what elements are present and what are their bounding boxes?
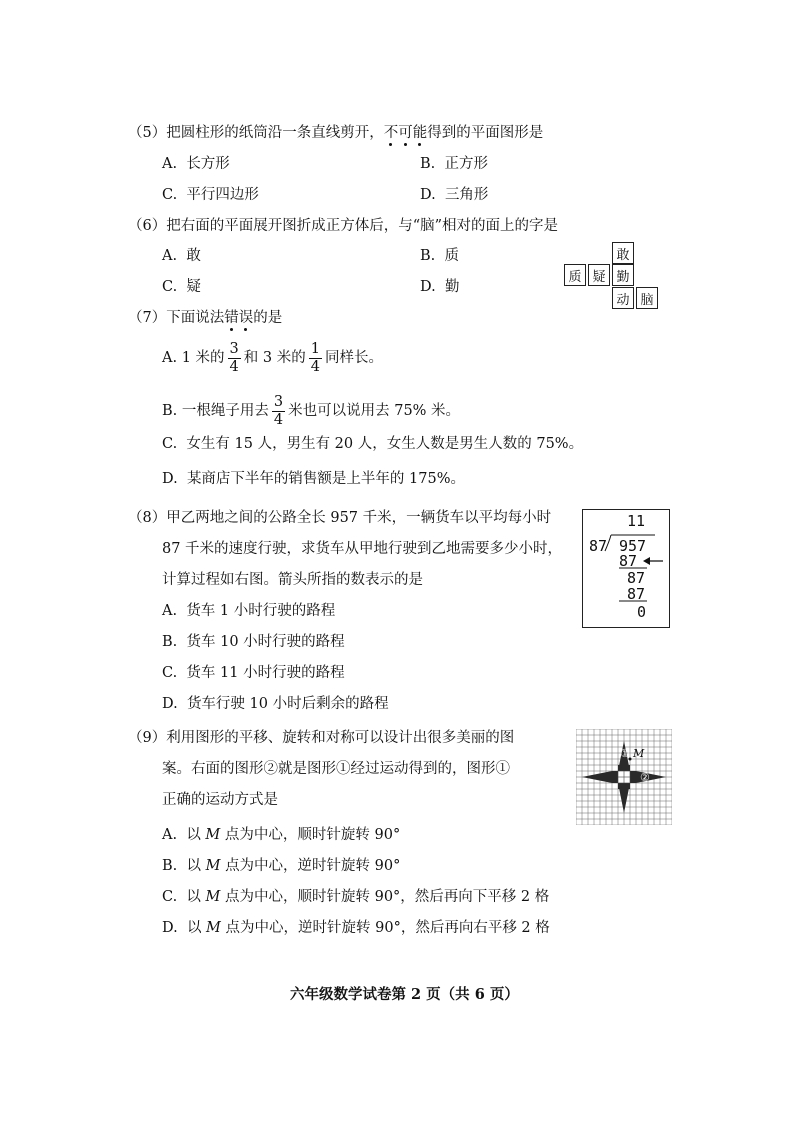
net-face-nao: 脑 <box>636 287 658 309</box>
q5-option-c: C. 平行四边形 <box>162 187 259 203</box>
q6-stem: （6）把右面的平面展开图折成正方体后，与“脑”相对的面上的字是 <box>128 218 559 234</box>
q6-option-d: D. 勤 <box>420 279 460 295</box>
net-face-qin: 勤 <box>612 264 634 286</box>
q9-option-a: A. 以 M 点为中心，顺时针旋转 90° <box>162 827 401 843</box>
division-quotient: 11 <box>627 512 646 530</box>
star-left-core <box>612 771 618 783</box>
division-divisor: 87 <box>589 537 608 555</box>
q8-number: （8） <box>128 510 167 526</box>
q8-option-d: D. 货车行驶 10 小时后剩余的路程 <box>162 696 389 712</box>
division-remainder: 0 <box>637 603 647 621</box>
net-face-zhi: 质 <box>564 264 586 286</box>
q7-option-b: B. 一根绳子用去 $\frac{3}{4}$ 米也可以说用去 75% 米。 <box>162 394 461 429</box>
q5-option-a: A. 长方形 <box>162 156 230 172</box>
page-footer: 六年级数学试卷第 2 页（共 6 页） <box>290 986 519 1003</box>
shape-1-label: ① <box>620 747 630 760</box>
q9-option-d: D. 以 M 点为中心，逆时针旋转 90°，然后再向右平移 2 格 <box>162 920 550 936</box>
q8-option-a: A. 货车 1 小时行驶的路程 <box>162 603 336 619</box>
q7-option-a: A. 1 米的 $\frac{3}{4}$ 和 3 米的 $\frac{1}{4}$ 同样长。 <box>162 341 383 376</box>
division-step-2: 87 <box>627 569 646 587</box>
emphasis-char: 不 <box>383 125 399 141</box>
transformation-grid-figure <box>576 729 672 825</box>
q8-line-2: 87 千米的速度行驶，求货车从甲地行驶到乙地需要多少小时， <box>162 541 563 557</box>
q9-option-b: B. 以 M 点为中心，逆时针旋转 90° <box>162 858 401 874</box>
q9-line-3: 正确的运动方式是 <box>162 792 278 808</box>
q7-number: （7） <box>128 310 167 326</box>
q5-option-d: D. 三角形 <box>420 187 489 203</box>
point-m-label: M <box>633 747 645 760</box>
q6-option-b: B. 质 <box>420 248 459 264</box>
q7-option-c: C. 女生有 15 人，男生有 20 人，女生人数是男生人数的 75%。 <box>162 436 584 452</box>
net-face-dong: 动 <box>612 287 634 309</box>
division-step-3: 87 <box>627 585 646 603</box>
star-bottom-core <box>618 783 630 789</box>
emphasis-char: 错 <box>224 310 239 326</box>
arrow-head-icon <box>643 557 650 565</box>
fraction: $\frac{3}{4}$ <box>229 341 239 376</box>
star-top-core <box>618 765 630 771</box>
emphasis-char: 能 <box>412 125 428 141</box>
division-step-1: 87 <box>619 552 638 570</box>
q6-number: （6） <box>128 218 167 234</box>
long-division-figure <box>582 509 670 628</box>
fraction: $\frac{1}{4}$ <box>310 341 320 376</box>
q5-option-b: B. 正方形 <box>420 156 488 172</box>
q7-stem: （7）下面说法错误的是 <box>128 310 283 326</box>
q8-line-1: （8）甲乙两地之间的公路全长 957 千米，一辆货车以平均每小时 <box>128 510 552 526</box>
net-face-gan: 敢 <box>612 242 634 264</box>
emphasis-char: 可 <box>398 125 413 141</box>
emphasis-char: 误 <box>238 310 254 326</box>
star-left-spike <box>582 771 612 783</box>
q9-line-2: 案。右面的图形②就是图形①经过运动得到的，图形① <box>162 761 510 777</box>
q8-option-b: B. 货车 10 小时行驶的路程 <box>162 634 345 650</box>
q6-option-c: C. 疑 <box>162 279 201 295</box>
q9-number: （9） <box>128 730 167 746</box>
cube-net <box>563 242 663 312</box>
q5-number: （5） <box>128 125 167 141</box>
q9-line-1: （9）利用图形的平移、旋转和对称可以设计出很多美丽的图 <box>128 730 515 746</box>
shape-2-label: ② <box>640 771 650 784</box>
division-dividend: 957 <box>619 537 647 555</box>
net-face-yi: 疑 <box>588 264 610 286</box>
q5-stem: （5）把圆柱形的纸筒沿一条直线剪开，不可能得到的平面图形是 <box>128 125 544 141</box>
q7-option-d: D. 某商店下半年的销售额是上半年的 175%。 <box>162 471 465 487</box>
q9-option-c: C. 以 M 点为中心，顺时针旋转 90°，然后再向下平移 2 格 <box>162 889 550 905</box>
q8-option-c: C. 货车 11 小时行驶的路程 <box>162 665 345 681</box>
q8-line-3: 计算过程如右图。箭头所指的数表示的是 <box>162 572 423 588</box>
q6-option-a: A. 敢 <box>162 248 201 264</box>
fraction: $\frac{3}{4}$ <box>273 394 284 429</box>
star-right-core <box>630 771 636 783</box>
